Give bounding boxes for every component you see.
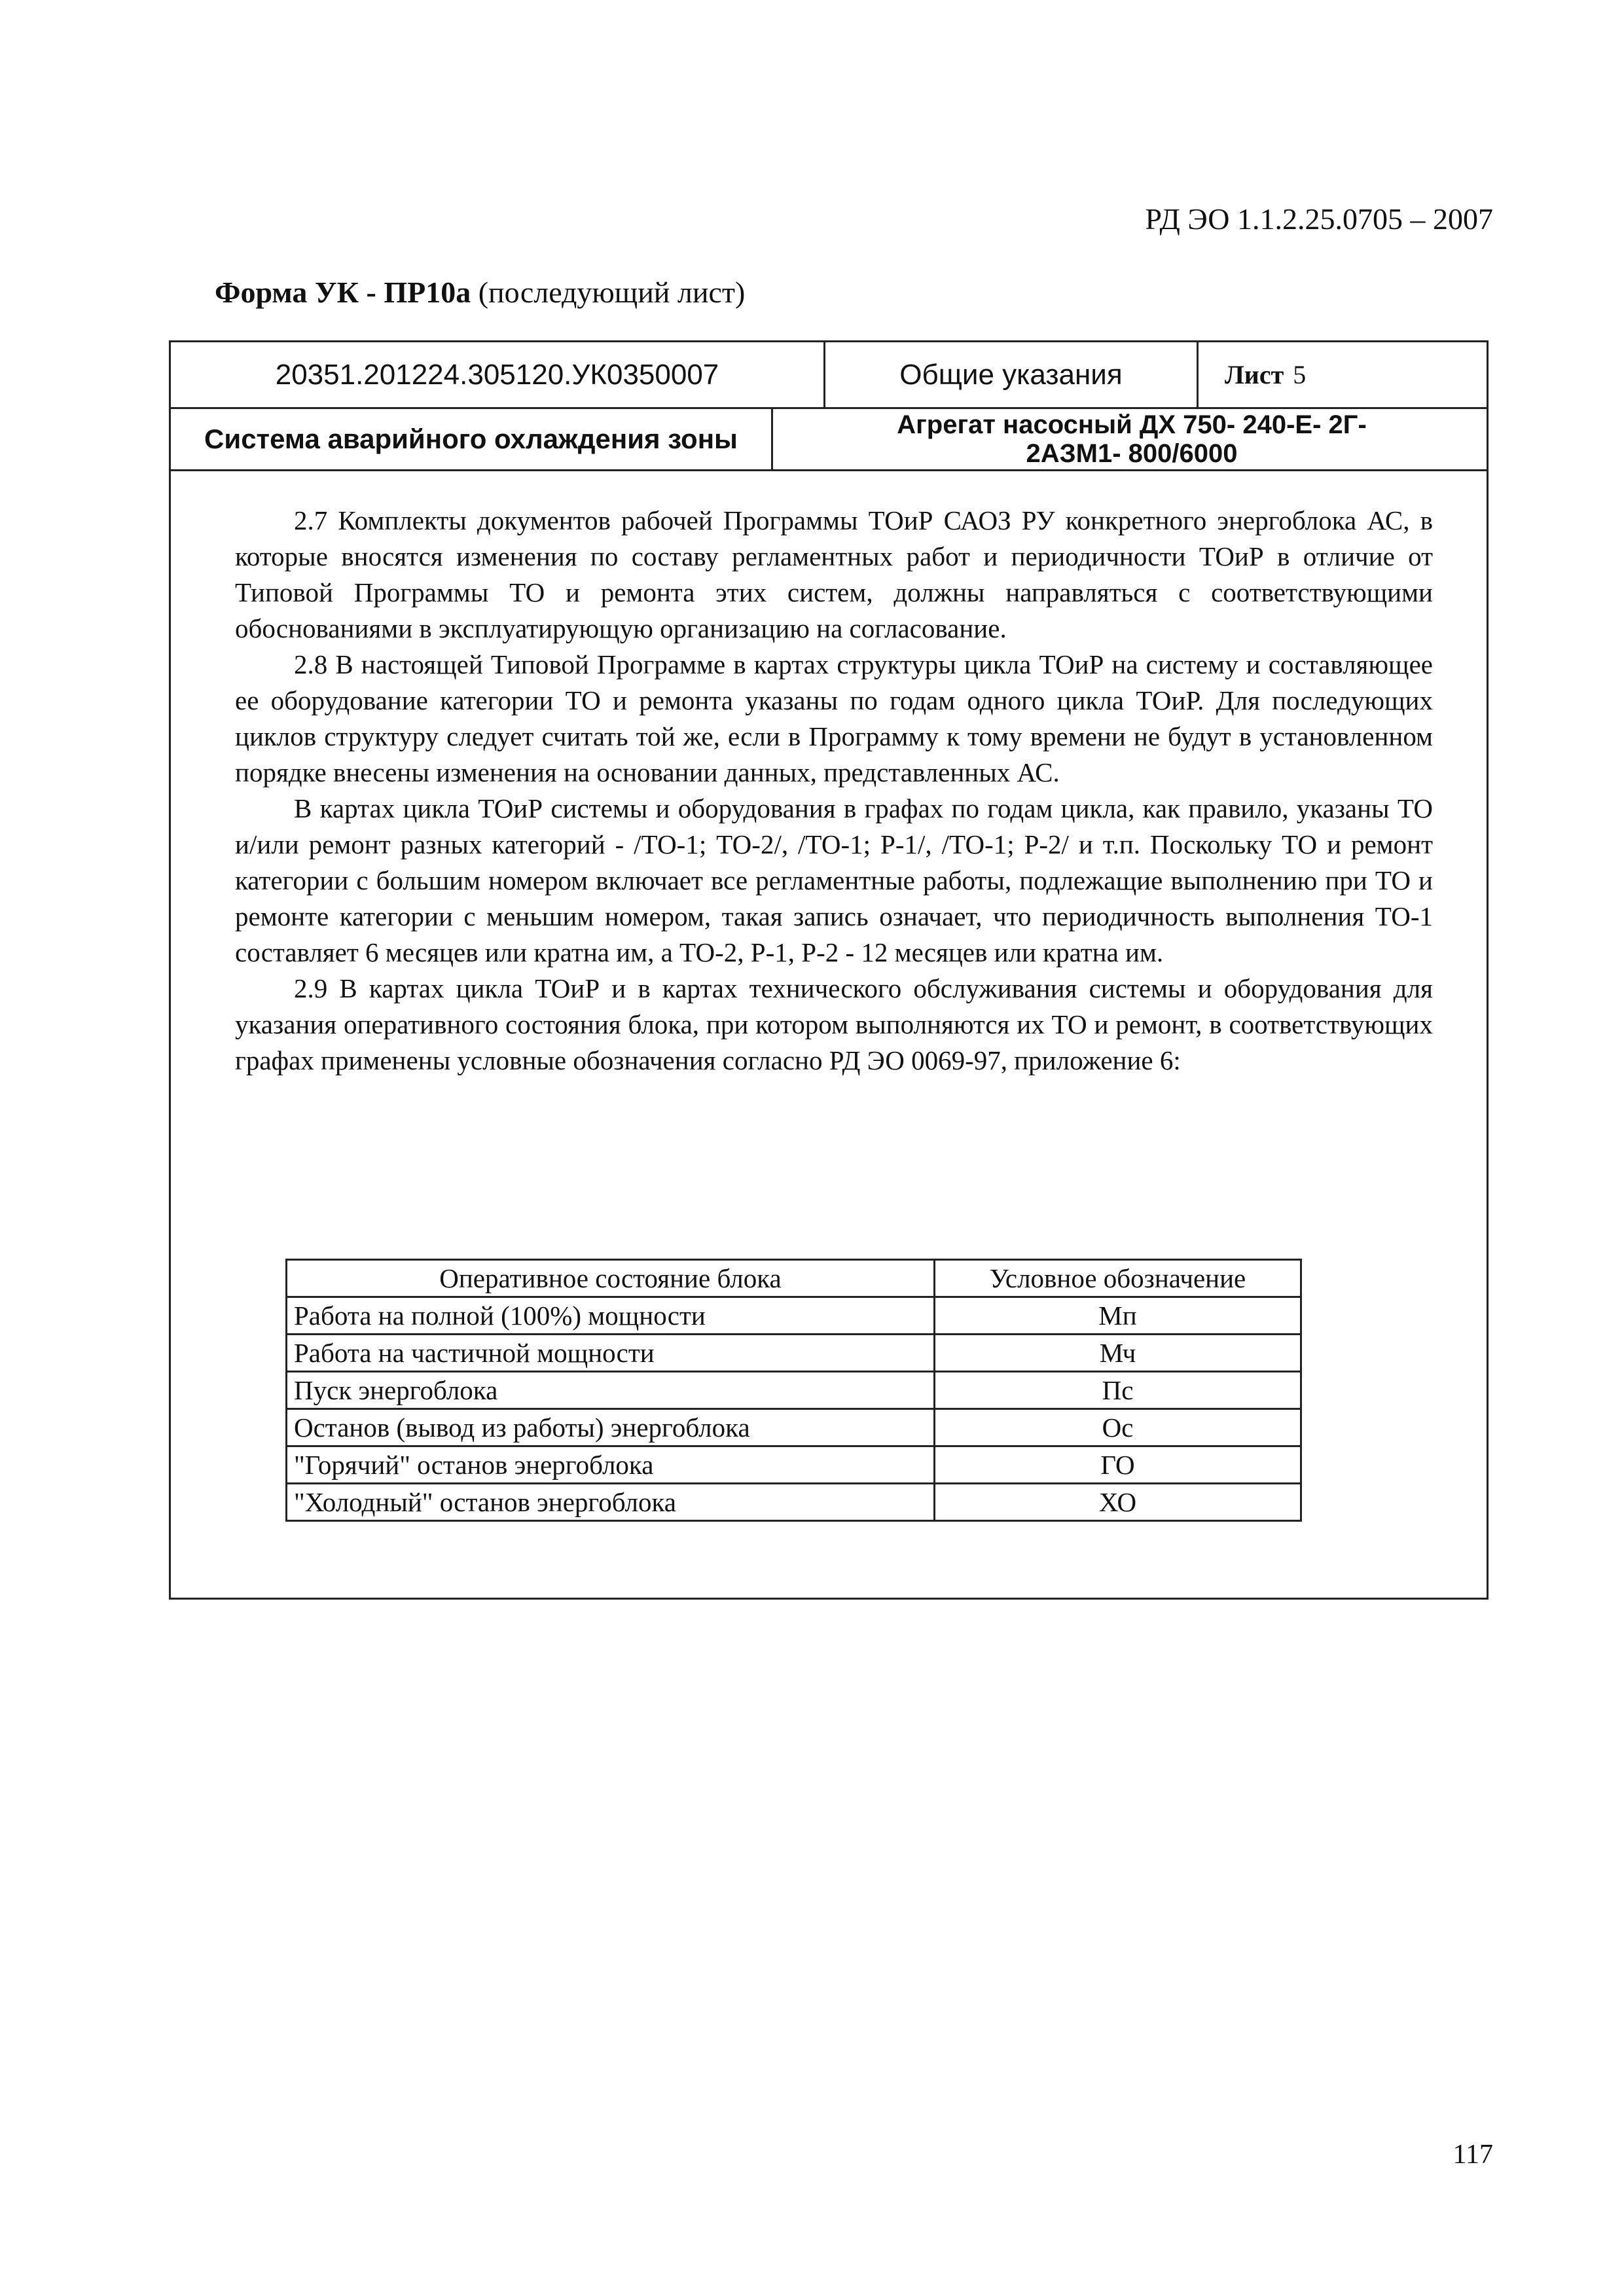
form-title-normal: (последующий лист) [478,276,746,309]
paragraph: В картах цикла ТОиР системы и оборудования в графах по годам цикла, как правило, указаны ТО и/или ремонт разных категорий - /ТО-1; ТО-2/, /ТО-1; Р-1/, /ТО-1; Р-2/ и т.п. Поскольку ТО и ремонт категории с большим номером включает все регламентные работы, подлежащие выполнению при ТО и ремонте категории с меньшим номером, такая запись означает, что периодичность выполнения ТО-1 составляет 6 месяцев или кратна им, а ТО-2, Р-1, Р-2 - 12 месяцев или кратна им. [235,793,1433,967]
table-row [287,1372,1301,1409]
table-cell: Ос [935,1409,1301,1446]
table-row [287,1409,1301,1446]
table-cell: Мч [935,1335,1301,1372]
paragraph: 2.9 В картах цикла ТОиР и в картах технического обслуживания системы и оборудования для указания оперативного состояния блока, при котором выполняются их ТО и ремонт, в соответствующих графах применены условные обозначения согласно РД ЭО 0069-97, приложение 6: [235,973,1433,1075]
header-row-2 [171,409,1487,471]
header-sheet [1199,342,1490,407]
table-cell: "Холодный" останов энергоблока [287,1484,935,1521]
page-number: 117 [1453,2140,1493,2170]
state-symbols-table [285,1259,1302,1522]
unit-line-2: 2АЗМ1- 800/6000 [1026,439,1238,468]
table-row [287,1484,1301,1521]
table-header-cell: Условное обозначение [935,1260,1301,1297]
sheet-label: Лист [1225,360,1284,389]
table-row [287,1335,1301,1372]
table-header-row [287,1260,1301,1297]
paragraph: 2.8 В настоящей Типовой Программе в картах структуры цикла ТОиР на систему и составляющее ее оборудование категории ТО и ремонта указаны по годам одного цикла ТОиР. Для последующих циклов структуру следует считать той же, если в Программу к тому времени не будут в установленном порядке внесены изменения на основании данных, представленных АС. [235,649,1433,787]
table-cell: ГО [935,1446,1301,1484]
header-row-1 [171,342,1487,409]
table-cell: Останов (вывод из работы) энергоблока [287,1409,935,1446]
table-header-cell: Оперативное состояние блока [287,1260,935,1297]
table-cell: Пс [935,1372,1301,1409]
table-cell: Мп [935,1297,1301,1335]
table-row [287,1446,1301,1484]
header-system: Система аварийного охлаждения зоны [171,409,773,469]
table-cell: Пуск энергоблока [287,1372,935,1409]
form-frame [169,340,1489,1600]
table-row [287,1297,1301,1335]
header-code: 20351.201224.305120.УК0350007 [171,342,825,407]
table-cell: ХО [935,1484,1301,1521]
table-cell: Работа на частичной мощности [287,1335,935,1372]
form-title [215,275,745,310]
document-code: РД ЭО 1.1.2.25.0705 – 2007 [1145,202,1493,236]
header-unit [773,409,1490,469]
unit-line-1: Агрегат насосный ДХ 750- 240-Е- 2Г- [897,410,1367,439]
table-cell: Работа на полной (100%) мощности [287,1297,935,1335]
sheet-number: 5 [1293,360,1307,389]
form-title-bold: Форма УК - ПР10а [215,276,471,309]
header-general: Общие указания [825,342,1199,407]
table-cell: "Горячий" останов энергоблока [287,1446,935,1484]
paragraph: 2.7 Комплекты документов рабочей Программы ТОиР САОЗ РУ конкретного энергоблока АС, в которые вносятся изменения по составу регламентных работ и периодичности ТОиР в отличие от Типовой Программы ТО и ремонта этих систем, должны направляться с соответствующими обоснованиями в эксплуатирующую организацию на согласование. [235,505,1433,643]
body-text [235,503,1433,1079]
